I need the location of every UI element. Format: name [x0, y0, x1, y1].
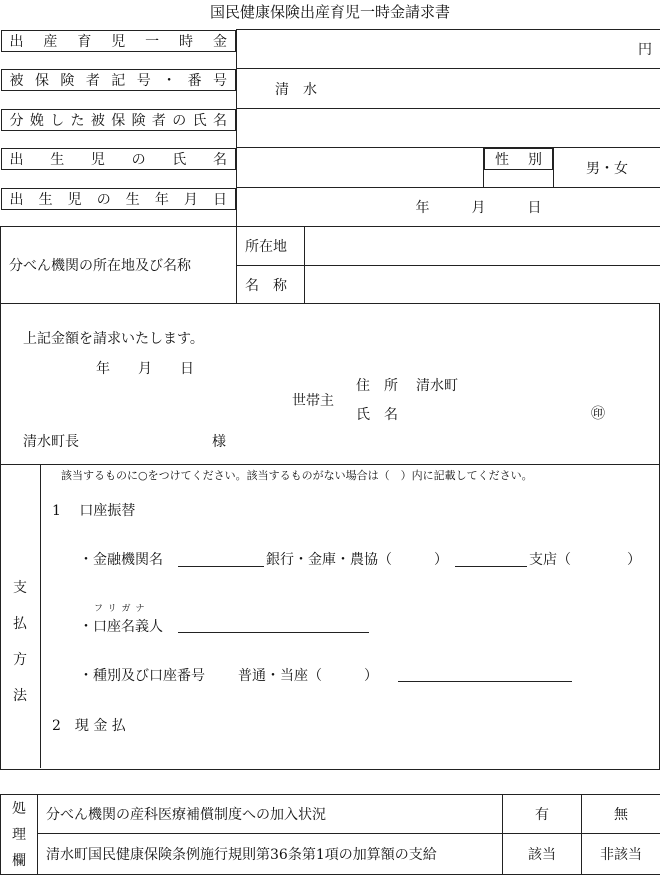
label-char: 分 — [10, 110, 24, 130]
child-name-field[interactable] — [237, 148, 484, 188]
additional-payment-label: 清水町国民健康保険条例施行規則第36条第1項の加算額の支給 — [38, 834, 503, 875]
label-char: 児 — [91, 149, 105, 169]
label-char: 氏 — [172, 149, 186, 169]
child-name-label — [1, 148, 237, 170]
account-number-blank[interactable] — [398, 681, 572, 682]
bank-type-options[interactable]: 銀行・金庫・農協（ ） — [266, 549, 448, 569]
additional-applicable[interactable]: 該当 — [503, 834, 582, 875]
label-char: 者 — [152, 110, 166, 130]
label-char: 性 — [495, 149, 509, 169]
payment-divider — [40, 465, 41, 768]
label-char: 号 — [213, 70, 227, 90]
label-char: 保 — [35, 70, 49, 90]
address-value[interactable]: 清水町 — [416, 375, 458, 395]
institution-label: 分べん機関の所在地及び名称 — [1, 227, 237, 304]
obstetric-yes[interactable]: 有 — [503, 795, 582, 834]
payment-instruction: 該当するものに○をつけてください。該当するものがない場合は（ ）内に記載してください。 — [61, 467, 533, 483]
processing-table — [0, 794, 660, 875]
birthdate-label — [1, 188, 237, 210]
obstetric-no[interactable]: 無 — [582, 795, 660, 834]
label-char: 金 — [213, 31, 227, 51]
yen-unit: 円 — [638, 42, 652, 58]
branch-blank[interactable] — [455, 566, 527, 567]
side-label-char: 理 — [1, 822, 37, 848]
label-char: 保 — [111, 110, 125, 130]
label-char: 産 — [43, 31, 57, 51]
side-label-char: 処 — [1, 796, 37, 822]
label-char: 日 — [213, 189, 227, 209]
insured-number-field[interactable] — [237, 69, 660, 109]
birthdate-value: 年 月 日 — [416, 200, 542, 216]
label-char: 生 — [39, 189, 53, 209]
account-type-label: ・種別及び口座番号 — [79, 665, 205, 685]
option-cash[interactable]: 2 現 金 払 — [52, 715, 126, 735]
label-char: の — [132, 149, 146, 169]
lump-sum-field[interactable] — [237, 30, 660, 69]
lump-sum-label — [1, 30, 237, 52]
label-char: 記 — [111, 70, 125, 90]
honorific: 様 — [212, 431, 226, 451]
side-label-char: 欄 — [1, 848, 37, 874]
sex-options[interactable]: 男・女 — [554, 148, 660, 188]
label-char: 出 — [10, 189, 24, 209]
insured-number-label — [1, 69, 237, 91]
label-char: の — [97, 189, 111, 209]
label-char: た — [71, 110, 85, 130]
label-char: 年 — [155, 189, 169, 209]
bank-name-label: ・金融機関名 — [79, 549, 163, 569]
label-char: 名 — [213, 110, 227, 130]
branch-label: 支店（ ） — [529, 549, 641, 569]
label-char: 名 — [213, 149, 227, 169]
label-char: 険 — [132, 110, 146, 130]
side-label-char: 支 — [10, 570, 30, 606]
institution-name-label: 名 称 — [237, 266, 305, 304]
account-holder-blank[interactable] — [178, 632, 369, 633]
label-char: 月 — [184, 189, 198, 209]
label-char: 者 — [86, 70, 100, 90]
institution-address-label: 所在地 — [237, 227, 305, 266]
label-char: 生 — [50, 149, 64, 169]
additional-not-applicable[interactable]: 非該当 — [582, 834, 660, 875]
address-label: 住 所 — [356, 375, 398, 395]
institution-name-field[interactable] — [305, 266, 660, 304]
label-char: 児 — [111, 31, 125, 51]
sex-label — [484, 148, 553, 170]
institution-address-field[interactable] — [305, 227, 660, 266]
seal-mark: ㊞ — [591, 403, 605, 423]
claim-statement: 上記金額を請求いたします。 — [23, 328, 204, 348]
side-label-char: 法 — [10, 678, 30, 714]
label-char: 被 — [10, 70, 24, 90]
label-char: 号 — [137, 70, 151, 90]
mother-name-field[interactable] — [237, 109, 660, 148]
bank-name-blank[interactable] — [178, 566, 264, 567]
form-title: 国民健康保険出産育児一時金請求書 — [0, 1, 660, 22]
name-label: 氏 名 — [356, 404, 398, 424]
label-char: の — [172, 110, 186, 130]
payment-side-label — [10, 570, 30, 714]
claim-date[interactable]: 年 月 日 — [96, 358, 194, 378]
applicant-table — [0, 29, 660, 304]
label-char: 児 — [68, 189, 82, 209]
account-holder-label: ・口座名義人 — [79, 616, 163, 636]
label-char: 娩 — [30, 110, 44, 130]
label-char: 一 — [145, 31, 159, 51]
label-char: 険 — [60, 70, 74, 90]
furigana-label: フリガナ — [94, 601, 150, 614]
label-char: 生 — [126, 189, 140, 209]
addressee: 清水町長 — [23, 431, 79, 451]
obstetric-compensation-label: 分べん機関の産科医療補償制度への加入状況 — [38, 795, 503, 834]
label-char: 出 — [10, 149, 24, 169]
label-char: 育 — [77, 31, 91, 51]
label-char: 番 — [188, 70, 202, 90]
label-char: 時 — [179, 31, 193, 51]
householder-label: 世帯主 — [292, 390, 334, 410]
label-char: し — [50, 110, 64, 130]
label-char: 別 — [528, 149, 542, 169]
label-char: 出 — [10, 31, 24, 51]
birthdate-field[interactable] — [237, 188, 660, 227]
side-label-char: 払 — [10, 606, 30, 642]
side-label-char: 方 — [10, 642, 30, 678]
processing-side-label — [1, 795, 38, 875]
insured-number-value: 清 水 — [275, 82, 317, 98]
account-type-options[interactable]: 普通・当座（ ） — [238, 665, 378, 685]
label-char: 氏 — [193, 110, 207, 130]
label-char: 被 — [91, 110, 105, 130]
label-char: ・ — [162, 70, 176, 90]
mother-name-label — [1, 109, 237, 131]
option-account-transfer[interactable]: 1 口座振替 — [52, 500, 135, 520]
